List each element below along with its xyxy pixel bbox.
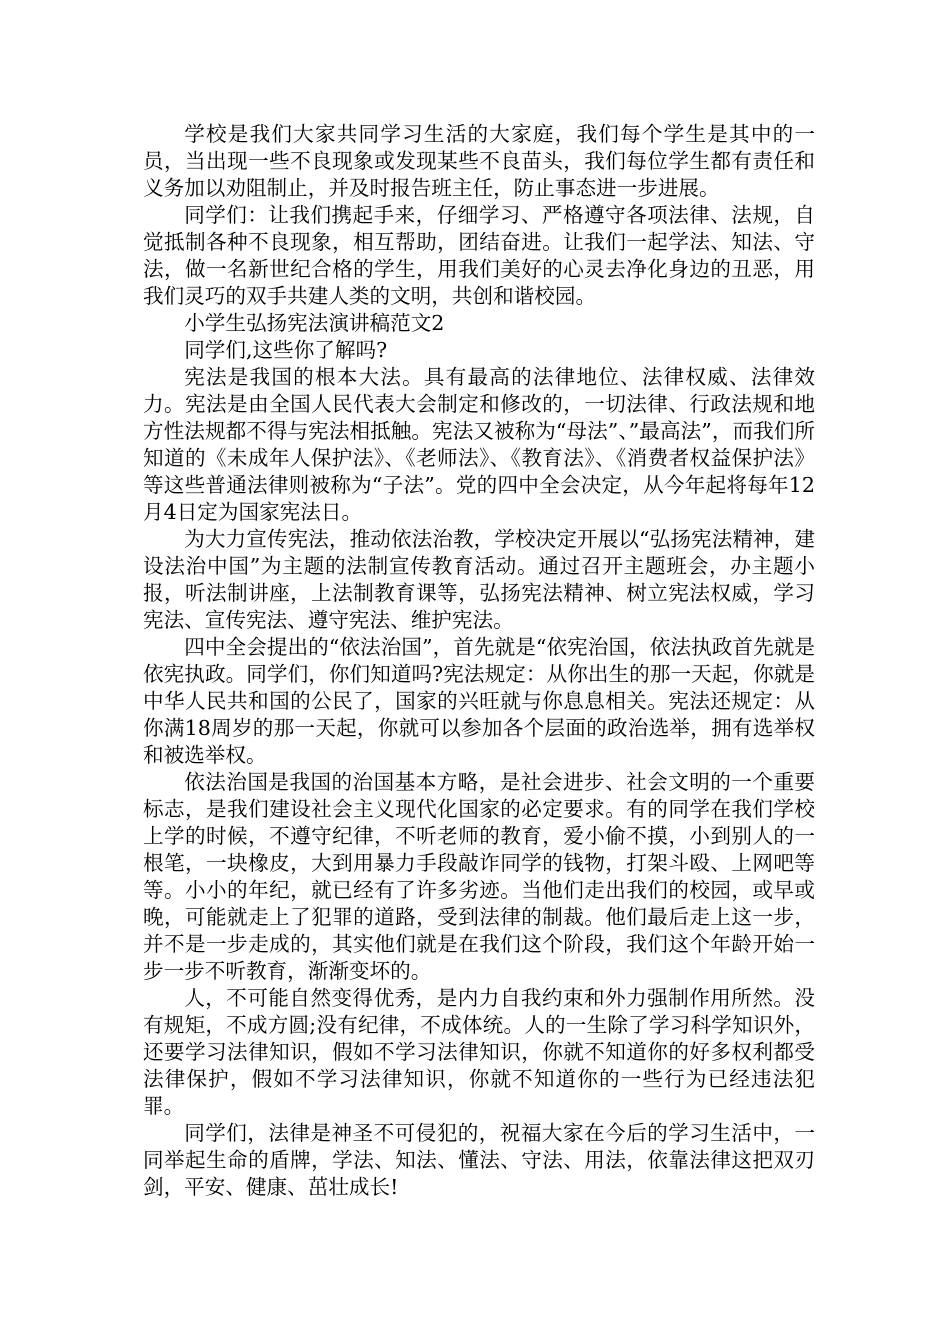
paragraph-school-family: 学校是我们大家共同学习生活的大家庭，我们每个学生是其中的一员，当出现一些不良现象或发现某些不良苗头，我们每位学生都有责任和义务加以劝阻制止，并及时报告班主任，防止事态进一步进展。 — [143, 122, 815, 200]
document-body — [143, 121, 815, 1201]
paragraph-constitution: 宪法是我国的根本大法。具有最高的法律地位、法律权威、法律效力。宪法是由全国人民代表大会制定和修改的，一切法律、行政法规和地方性法规都不得与宪法相抵触。宪法又被称为“母法”、”最高法”，而我们所知道的《未成年人保护法》、《老师法》、《教育法》、《消费者权益保护法》等这些普通法律则被称为“子法”。党的四中全会决定，从今年起将每年12月4日定为国家宪法日。 — [143, 365, 815, 524]
paragraph-campaign: 为大力宣传宪法，推动依法治教，学校决定开展以“弘扬宪法精神，建设法治中国”为主题的法制宣传教育活动。通过召开主题班会，办主题小报，听法制讲座，上法制教育课等，弘扬宪法精神、树立宪法权威，学习宪法、宣传宪法、遵守宪法、维护宪法。 — [143, 527, 815, 632]
paragraph-governance: 依法治国是我国的治国基本方略，是社会进步、社会文明的一个重要标志，是我们建设社会主义现代化国家的必定要求。有的同学在我们学校上学的时候，不遵守纪律，不听老师的教育，爱小偷不摸，小到别人的一根笔，一块橡皮，大到用暴力手段敲诈同学的钱物，打架斗殴、上网吧等等。小小的年纪，就已经有了许多劣迹。当他们走出我们的校园，或早或晚，可能就走上了犯罪的道路，受到法律的制裁。他们最后走上这一步，并不是一步走成的，其实他们就是在我们这个阶段，我们这个年龄开始一步一步不听教育，渐渐变坏的。 — [143, 770, 815, 983]
section-title: 小学生弘扬宪法演讲稿范文2 — [184, 311, 445, 335]
paragraph-closing: 同学们，法律是神圣不可侵犯的，祝福大家在今后的学习生活中，一同举起生命的盾牌，学法、知法、懂法、守法、用法，依靠法律这把双刃剑，平安、健康、茁壮成长! — [143, 1121, 815, 1199]
paragraph-discipline: 人，不可能自然变得优秀，是内力自我约束和外力强制作用所然。没有规矩，不成方圆;没有纪律，不成体统。人的一生除了学习科学知识外，还要学习法律知识，假如不学习法律知识，你就不知道你的好多权利都受法律保护，假如不学习法律知识，你就不知道你的一些行为已经违法犯罪。 — [143, 986, 815, 1118]
paragraph-rule-of-law: 四中全会提出的“依法治国”，首先就是“依宪治国，依法执政首先就是依宪执政。同学们，你们知道吗?宪法规定：从你出生的那一天起，你就是中华人民共和国的公民了，国家的兴旺就与你息息相关。宪法还规定：从你满18周岁的那一天起，你就可以参加各个层面的政治选举，拥有选举权和被选举权。 — [143, 635, 815, 767]
opening-question: 同学们,这些你了解吗? — [184, 338, 388, 362]
paragraph-join-hands: 同学们：让我们携起手来，仔细学习、严格遵守各项法律、法规，自觉抵制各种不良现象，相互帮助，团结奋进。让我们一起学法、知法、守法，做一名新世纪合格的学生，用我们美好的心灵去净化身边的丑恶，用我们灵巧的双手共建人类的文明，共创和谐校园。 — [143, 203, 815, 308]
